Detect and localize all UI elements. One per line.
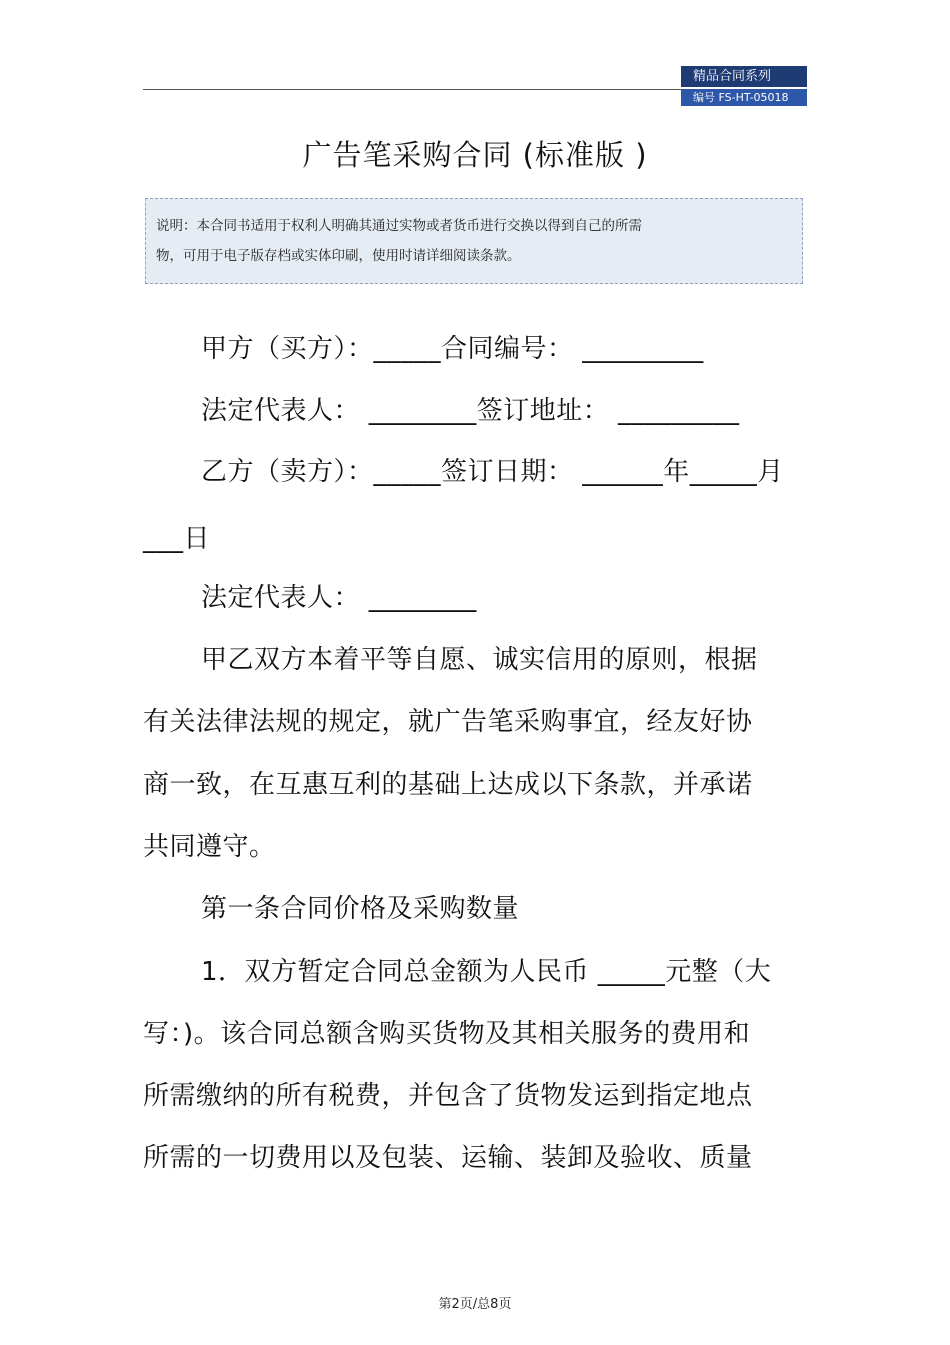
usage-note-line-1: 说明：本合同书适用于权利人明确其通过实物或者货币进行交换以得到自己的所需 — [156, 218, 642, 234]
legal-rep-b-line: 法定代表人： ________ — [201, 583, 477, 613]
header-rule — [143, 89, 683, 90]
preamble-line-3: 商一致，在互惠互利的基础上达成以下条款，并承诺 — [143, 770, 753, 800]
article-1-clause-line-4: 所需的一切费用以及包装、运输、装卸及验收、质量 — [143, 1143, 753, 1173]
article-1-clause-line-2: 写：)。该合同总额含购买货物及其相关服务的费用和 — [143, 1019, 751, 1049]
party-b-line: 乙方（卖方）：_____签订日期： ______年_____月 — [201, 457, 784, 487]
page-number: 第2页/总8页 — [438, 1297, 512, 1312]
article-1-clause-line-1: 1．双方暂定合同总金额为人民币 _____元整（大 — [201, 957, 772, 987]
article-1-clause-line-3: 所需缴纳的所有税费，并包含了货物发运到指定地点 — [143, 1081, 753, 1111]
series-badge — [681, 66, 807, 106]
article-1-heading: 第一条合同价格及采购数量 — [201, 894, 520, 924]
preamble-line-4: 共同遵守。 — [143, 832, 276, 862]
preamble-line-2: 有关法律法规的规定，就广告笔采购事宜，经友好协 — [143, 707, 753, 737]
legal-rep-a-line: 法定代表人： ________签订地址： _________ — [201, 396, 740, 426]
series-label: 精品合同系列 — [681, 66, 807, 87]
party-a-line: 甲方（买方）：_____合同编号： _________ — [201, 334, 704, 364]
sign-date-day-line: ___日 — [143, 524, 211, 554]
usage-note-box — [145, 198, 803, 284]
document-title: 广告笔采购合同 (标准版 ) — [302, 138, 648, 172]
document-code: 编号 FS-HT-05018 — [681, 89, 807, 106]
preamble-line-1: 甲乙双方本着平等自愿、诚实信用的原则，根据 — [201, 645, 758, 675]
usage-note-line-2: 物，可用于电子版存档或实体印刷，使用时请详细阅读条款。 — [156, 248, 521, 264]
